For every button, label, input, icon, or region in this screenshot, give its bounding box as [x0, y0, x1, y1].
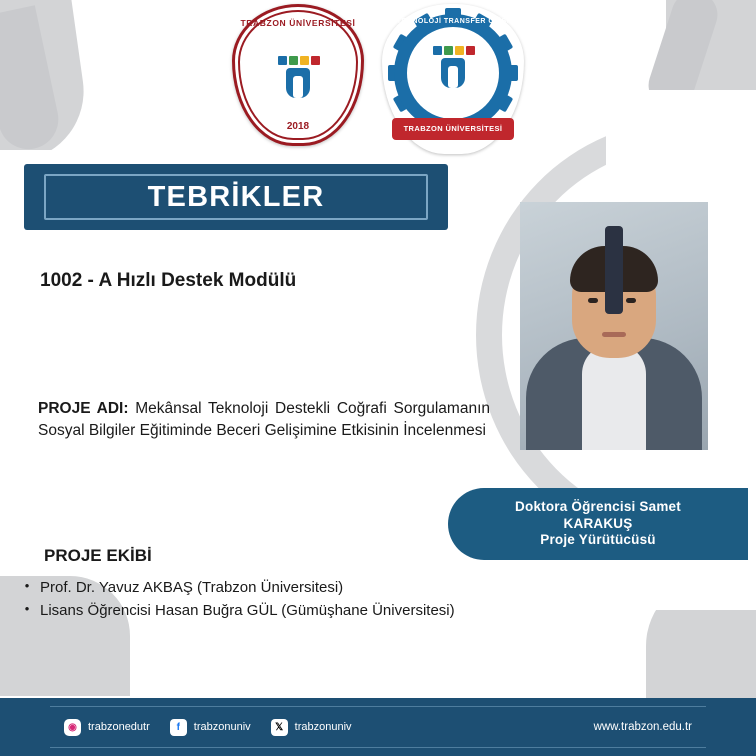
bullet-icon: • — [24, 601, 30, 617]
social-links — [64, 719, 352, 736]
bullet-icon: • — [24, 578, 30, 593]
project-description — [38, 398, 490, 442]
tto-band-text: TRABZON ÜNİVERSİTESİ — [392, 118, 514, 140]
instagram-handle: trabzonedutr — [88, 721, 150, 733]
mark-square-blue — [433, 46, 442, 55]
mark-square-red — [311, 56, 320, 65]
badge-line-1: Doktora Öğrencisi Samet — [515, 499, 681, 515]
team-member-name: Prof. Dr. Yavuz AKBAŞ (Trabzon Üniversitesi) — [40, 579, 344, 596]
tto-top-text: TEKNOLOJİ TRANSFER OFİSİ — [396, 18, 510, 25]
mark-square-blue — [278, 56, 287, 65]
photo-mouth — [602, 332, 626, 337]
congratulations-banner — [24, 164, 448, 230]
mark-square-yellow — [455, 46, 464, 55]
mark-figure — [286, 68, 310, 98]
photo-tie — [605, 226, 623, 314]
x-twitter-icon: 𝕏 — [271, 719, 288, 736]
photo-eye-right — [626, 298, 636, 303]
footer-bar — [0, 698, 756, 756]
team-member-name: Lisans Öğrencisi Hasan Buğra GÜL (Gümüşhane Üniversitesi) — [40, 602, 455, 620]
tto-figure-mark-icon — [430, 46, 476, 92]
status-badge — [448, 488, 748, 560]
facebook-icon: f — [170, 719, 187, 736]
x-handle: trabzonuniv — [294, 721, 352, 733]
instagram-icon: ◉ — [64, 719, 81, 736]
project-label: PROJE ADI: — [38, 400, 129, 417]
team-heading: PROJE EKİBİ — [44, 546, 152, 565]
footer-content — [50, 706, 706, 748]
mark-square-green — [444, 46, 453, 55]
tru-figure-mark-icon — [275, 56, 321, 102]
university-founding-year: 2018 — [286, 121, 310, 132]
mark-square-red — [466, 46, 475, 55]
avatar — [520, 202, 708, 450]
project-name: Mekânsal Teknoloji Destekli Coğrafi Sorgulamanın Sosyal Bilgiler Eğitiminde Beceri Gelişimine Etkisinin İncelenmesi — [38, 400, 490, 439]
trabzon-university-logo — [232, 4, 364, 146]
social-link-facebook[interactable] — [170, 719, 251, 736]
mark-square-yellow — [300, 56, 309, 65]
team-member-list — [14, 576, 634, 623]
social-link-x[interactable] — [271, 719, 352, 736]
mark-square-green — [289, 56, 298, 65]
social-link-instagram[interactable] — [64, 719, 150, 736]
university-ring-text: TRABZON ÜNİVERSİTESİ — [240, 18, 356, 28]
module-title: 1002 - A Hızlı Destek Modülü — [40, 270, 297, 291]
photo-eye-left — [588, 298, 598, 303]
list-item — [14, 599, 634, 622]
banner-frame — [44, 174, 428, 220]
list-item — [14, 576, 634, 599]
banner-title: TEBRİKLER — [147, 180, 325, 213]
badge-line-2: KARAKUŞ — [563, 515, 633, 531]
facebook-handle: trabzonuniv — [193, 721, 251, 733]
mark-figure — [441, 58, 465, 88]
logo-row — [0, 0, 756, 150]
website-link[interactable]: www.trabzon.edu.tr — [593, 721, 692, 733]
technology-transfer-office-logo — [382, 4, 524, 154]
badge-line-3: Proje Yürütücüsü — [540, 532, 656, 548]
